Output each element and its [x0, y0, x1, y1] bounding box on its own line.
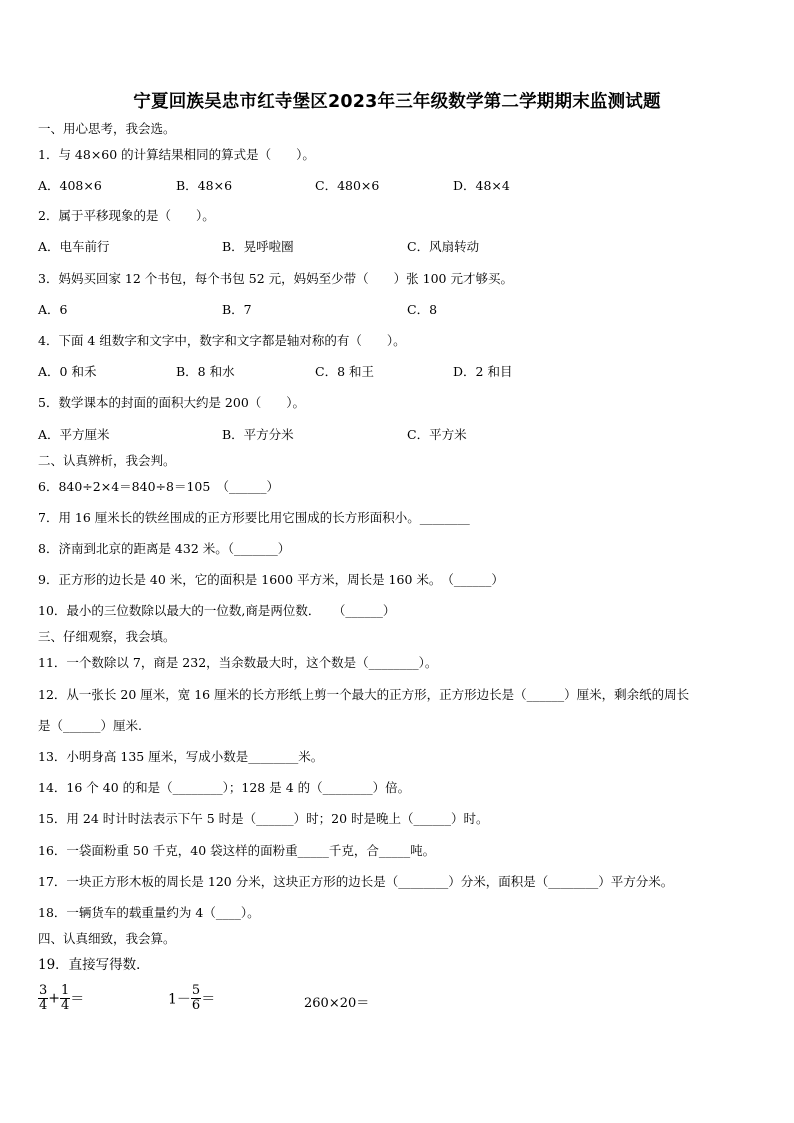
calc-expression-3: 260×20＝ [304, 996, 370, 1011]
question-13: 13．小明身高 135 厘米，写成小数是________米。 [38, 749, 324, 764]
q1-option-c[interactable]: C．480×6 [315, 178, 380, 193]
question-14: 14．16 个 40 的和是（________）；128 是 4 的（________）倍。 [38, 780, 411, 795]
q4-option-a[interactable]: A．0 和禾 [38, 364, 97, 379]
q1-option-a[interactable]: A．408×6 [38, 178, 102, 193]
section-2-heading: 二、认真辨析，我会判。 [38, 453, 176, 468]
fraction-5-6: $\frac{5}{6}$ [191, 983, 201, 1013]
q5-option-b[interactable]: B．平方分米 [222, 427, 294, 442]
question-5: 5．数学课本的封面的面积大约是 200（ ）。 [38, 395, 306, 410]
q1-option-b[interactable]: B．48×6 [176, 178, 233, 193]
question-10: 10．最小的三位数除以最大的一位数,商是两位数． （______） [38, 603, 396, 618]
question-9: 9．正方形的边长是 40 米，它的面积是 1600 平方米，周长是 160 米。 （______） [38, 572, 504, 587]
question-18: 18．一辆货车的载重量约为 4（____）。 [38, 905, 260, 920]
question-15: 15．用 24 时计时法表示下午 5 时是（______）时；20 时是晚上（______）时。 [38, 811, 489, 826]
q5-option-a[interactable]: A．平方厘米 [38, 427, 110, 442]
calc-expression-1: $\frac{3}{4}$ + $\frac{1}{4}$ ＝ [39, 983, 85, 1013]
q3-option-b[interactable]: B．7 [222, 302, 252, 317]
question-6: 6．840÷2×4＝840÷8＝105 （______） [38, 479, 280, 494]
calc-expression-2: 1－ $\frac{5}{6}$ ＝ [168, 983, 216, 1013]
fraction-3-4: $\frac{3}{4}$ [39, 983, 48, 1013]
question-11: 11．一个数除以 7，商是 232，当余数最大时，这个数是（________）。 [38, 655, 438, 670]
q3-option-c[interactable]: C．8 [407, 302, 438, 317]
question-1: 1．与 48×60 的计算结果相同的算式是（ ）。 [38, 147, 315, 162]
question-12-line-2: 是（______）厘米. [38, 718, 142, 733]
section-3-heading: 三、仔细观察，我会填。 [38, 629, 176, 644]
q5-option-c[interactable]: C．平方米 [407, 427, 467, 442]
q2-option-b[interactable]: B．晃呼啦圈 [222, 239, 294, 254]
question-16: 16．一袋面粉重 50 千克，40 袋这样的面粉重_____千克，合_____吨。 [38, 843, 436, 858]
page-title: 宁夏回族吴忠市红寺堡区2023年三年级数学第二学期期末监测试题 [133, 92, 661, 112]
section-4-heading: 四、认真细致，我会算。 [38, 931, 176, 946]
fraction-1-4: $\frac{1}{4}$ [61, 983, 70, 1013]
question-19: 19．直接写得数． [38, 957, 150, 973]
question-4: 4．下面 4 组数字和文字中，数字和文字都是轴对称的有（ ）。 [38, 333, 406, 348]
question-8: 8．济南到北京的距离是 432 米。（_______） [38, 541, 291, 556]
q4-option-d[interactable]: D．2 和目 [453, 364, 513, 379]
q4-option-c[interactable]: C．8 和王 [315, 364, 374, 379]
q1-option-d[interactable]: D．48×4 [453, 178, 510, 193]
q3-option-a[interactable]: A．6 [38, 302, 68, 317]
q4-option-b[interactable]: B．8 和水 [176, 364, 235, 379]
question-17: 17．一块正方形木板的周长是 120 分米，这块正方形的边长是（________）分米，面积是（________）平方分米。 [38, 874, 674, 889]
q2-option-a[interactable]: A．电车前行 [38, 239, 110, 254]
q2-option-c[interactable]: C．风扇转动 [407, 239, 480, 254]
question-3: 3．妈妈买回家 12 个书包，每个书包 52 元，妈妈至少带（ ）张 100 元才够买。 [38, 271, 513, 286]
section-1-heading: 一、用心思考，我会选。 [38, 121, 176, 136]
question-12-line-1: 12．从一张长 20 厘米，宽 16 厘米的长方形纸上剪一个最大的正方形，正方形边长是（______）厘米，剩余纸的周长 [38, 687, 690, 702]
question-7: 7．用 16 厘米长的铁丝围成的正方形要比用它围成的长方形面积小。________ [38, 510, 470, 525]
question-2: 2．属于平移现象的是（ ）。 [38, 208, 215, 223]
